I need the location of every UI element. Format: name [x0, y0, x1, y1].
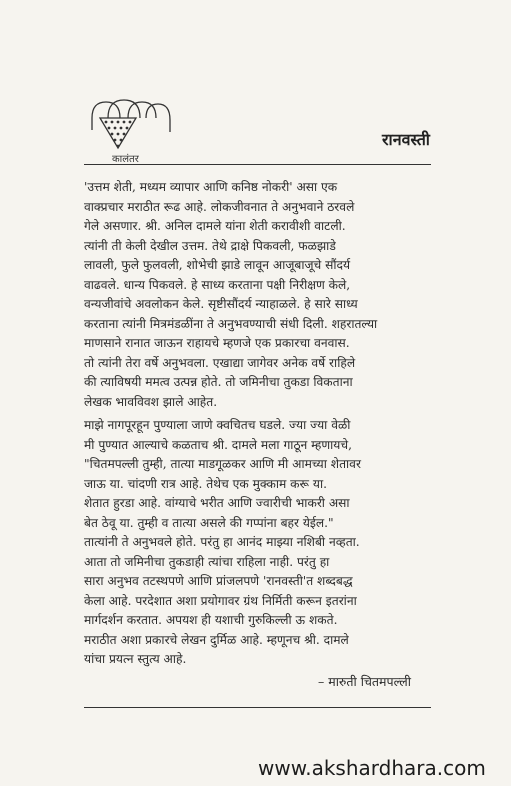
text-line: तो त्यांनी तेरा वर्षे अनुभवला. एखाद्या जागेवर अनेक वर्षे राहिले	[84, 355, 356, 370]
text-line: केला आहे. परदेशात अशा प्रयोगावर ग्रंथ निर्मिती करून इतरांना	[84, 593, 357, 608]
text-line: मार्गदर्शन करतात. अपयश ही यशाची गुरुकिल्ली ऊ शकते.	[84, 613, 338, 627]
text-line: बेत ठेवू या. तुम्ही व तात्या असले की गप्पांना बहर येईल."	[84, 515, 334, 530]
text-line: यांचा प्रयत्न स्तुत्य आहे.	[84, 652, 187, 666]
website-watermark: www.akshardhara.com	[258, 756, 486, 780]
top-divider	[84, 164, 431, 165]
text-line: करताना त्यांनी मित्रमंडळींना ते अनुभवण्याची संधी दिली. शहरातल्या	[84, 316, 378, 331]
text-line: जाऊ या. चांदणी रात्र आहे. तेथेच एक मुक्काम करू या.	[84, 476, 327, 491]
text-line: मराठीत अशा प्रकारचे लेखन दुर्मिळ आहे. म्हणूनच श्री. दामले	[84, 632, 349, 647]
text-line: माझे नागपूरहून पुण्याला जाणे क्वचितच घडले. ज्या ज्या वेळी	[84, 418, 351, 432]
text-line: "चितमपल्ली तुम्ही, तात्या माडगूळकर आणि मी आमच्या शेतावर	[84, 457, 361, 471]
text-line: सारा अनुभव तटस्थपणे आणि प्रांजलपणे 'रानवस्ती'त शब्दबद्ध	[84, 574, 353, 588]
text-line: गेले असणार. श्री. अनिल दामले यांना शेती करावीशी वाटली.	[84, 219, 346, 233]
author-signature: – मारुती चितमपल्ली	[318, 674, 411, 689]
bottom-divider	[84, 707, 431, 708]
text-line: वाढवले. धान्य पिकवले. हे साध्य करताना पक्षी निरीक्षण केले,	[84, 277, 351, 292]
text-line: वाक्प्रचार मराठीत रूढ आहे. लोकजीवनात ते अनुभवाने ठरवले	[84, 199, 355, 214]
text-line: की त्याविषयी ममत्व उत्पन्न होते. तो जमिनीचा तुकडा विकताना	[84, 375, 353, 389]
text-line: त्यांनी ती केली देखील उत्तम. तेथे द्राक्षे पिकवली, फळझाडे	[84, 238, 336, 253]
text-line: लावली, फुले फुलवली, शोभेची झाडे लावून आजूबाजूचे सौंदर्य	[84, 258, 351, 272]
text-line: मी पुण्यात आल्याचे कळताच श्री. दामले मला गाठून म्हणायचे,	[84, 437, 352, 452]
text-line: तात्यांनी ते अनुभवले होते. परंतु हा आनंद माझ्या नशिबी नव्हता.	[84, 535, 360, 549]
text-line: शेतात हुरडा आहे. वांग्याचे भरीत आणि ज्वारीची भाकरी असा	[84, 496, 350, 510]
paragraph-1	[84, 178, 434, 412]
text-line: माणसाने रानात जाऊन राहायचे म्हणजे एक प्रकारचा वनवास.	[84, 336, 350, 350]
text-line: लेखक भावविवश झाले आहेत.	[84, 394, 218, 409]
logo-caption: कालंतर	[112, 154, 139, 165]
page-title: रानवस्ती	[382, 130, 430, 149]
paragraph-2	[84, 416, 434, 670]
text-line: वन्यजीवांचे अवलोकन केले. सृष्टीसौंदर्य न्याहाळले. हे सारे साध्य	[84, 297, 358, 311]
text-line: 'उत्तम शेती, मध्यम व्यापार आणि कनिष्ठ नोकरी' असा एक	[84, 180, 338, 194]
text-line: आता तो जमिनीचा तुकडाही त्यांचा राहिला नाही. परंतु हा	[84, 554, 330, 569]
